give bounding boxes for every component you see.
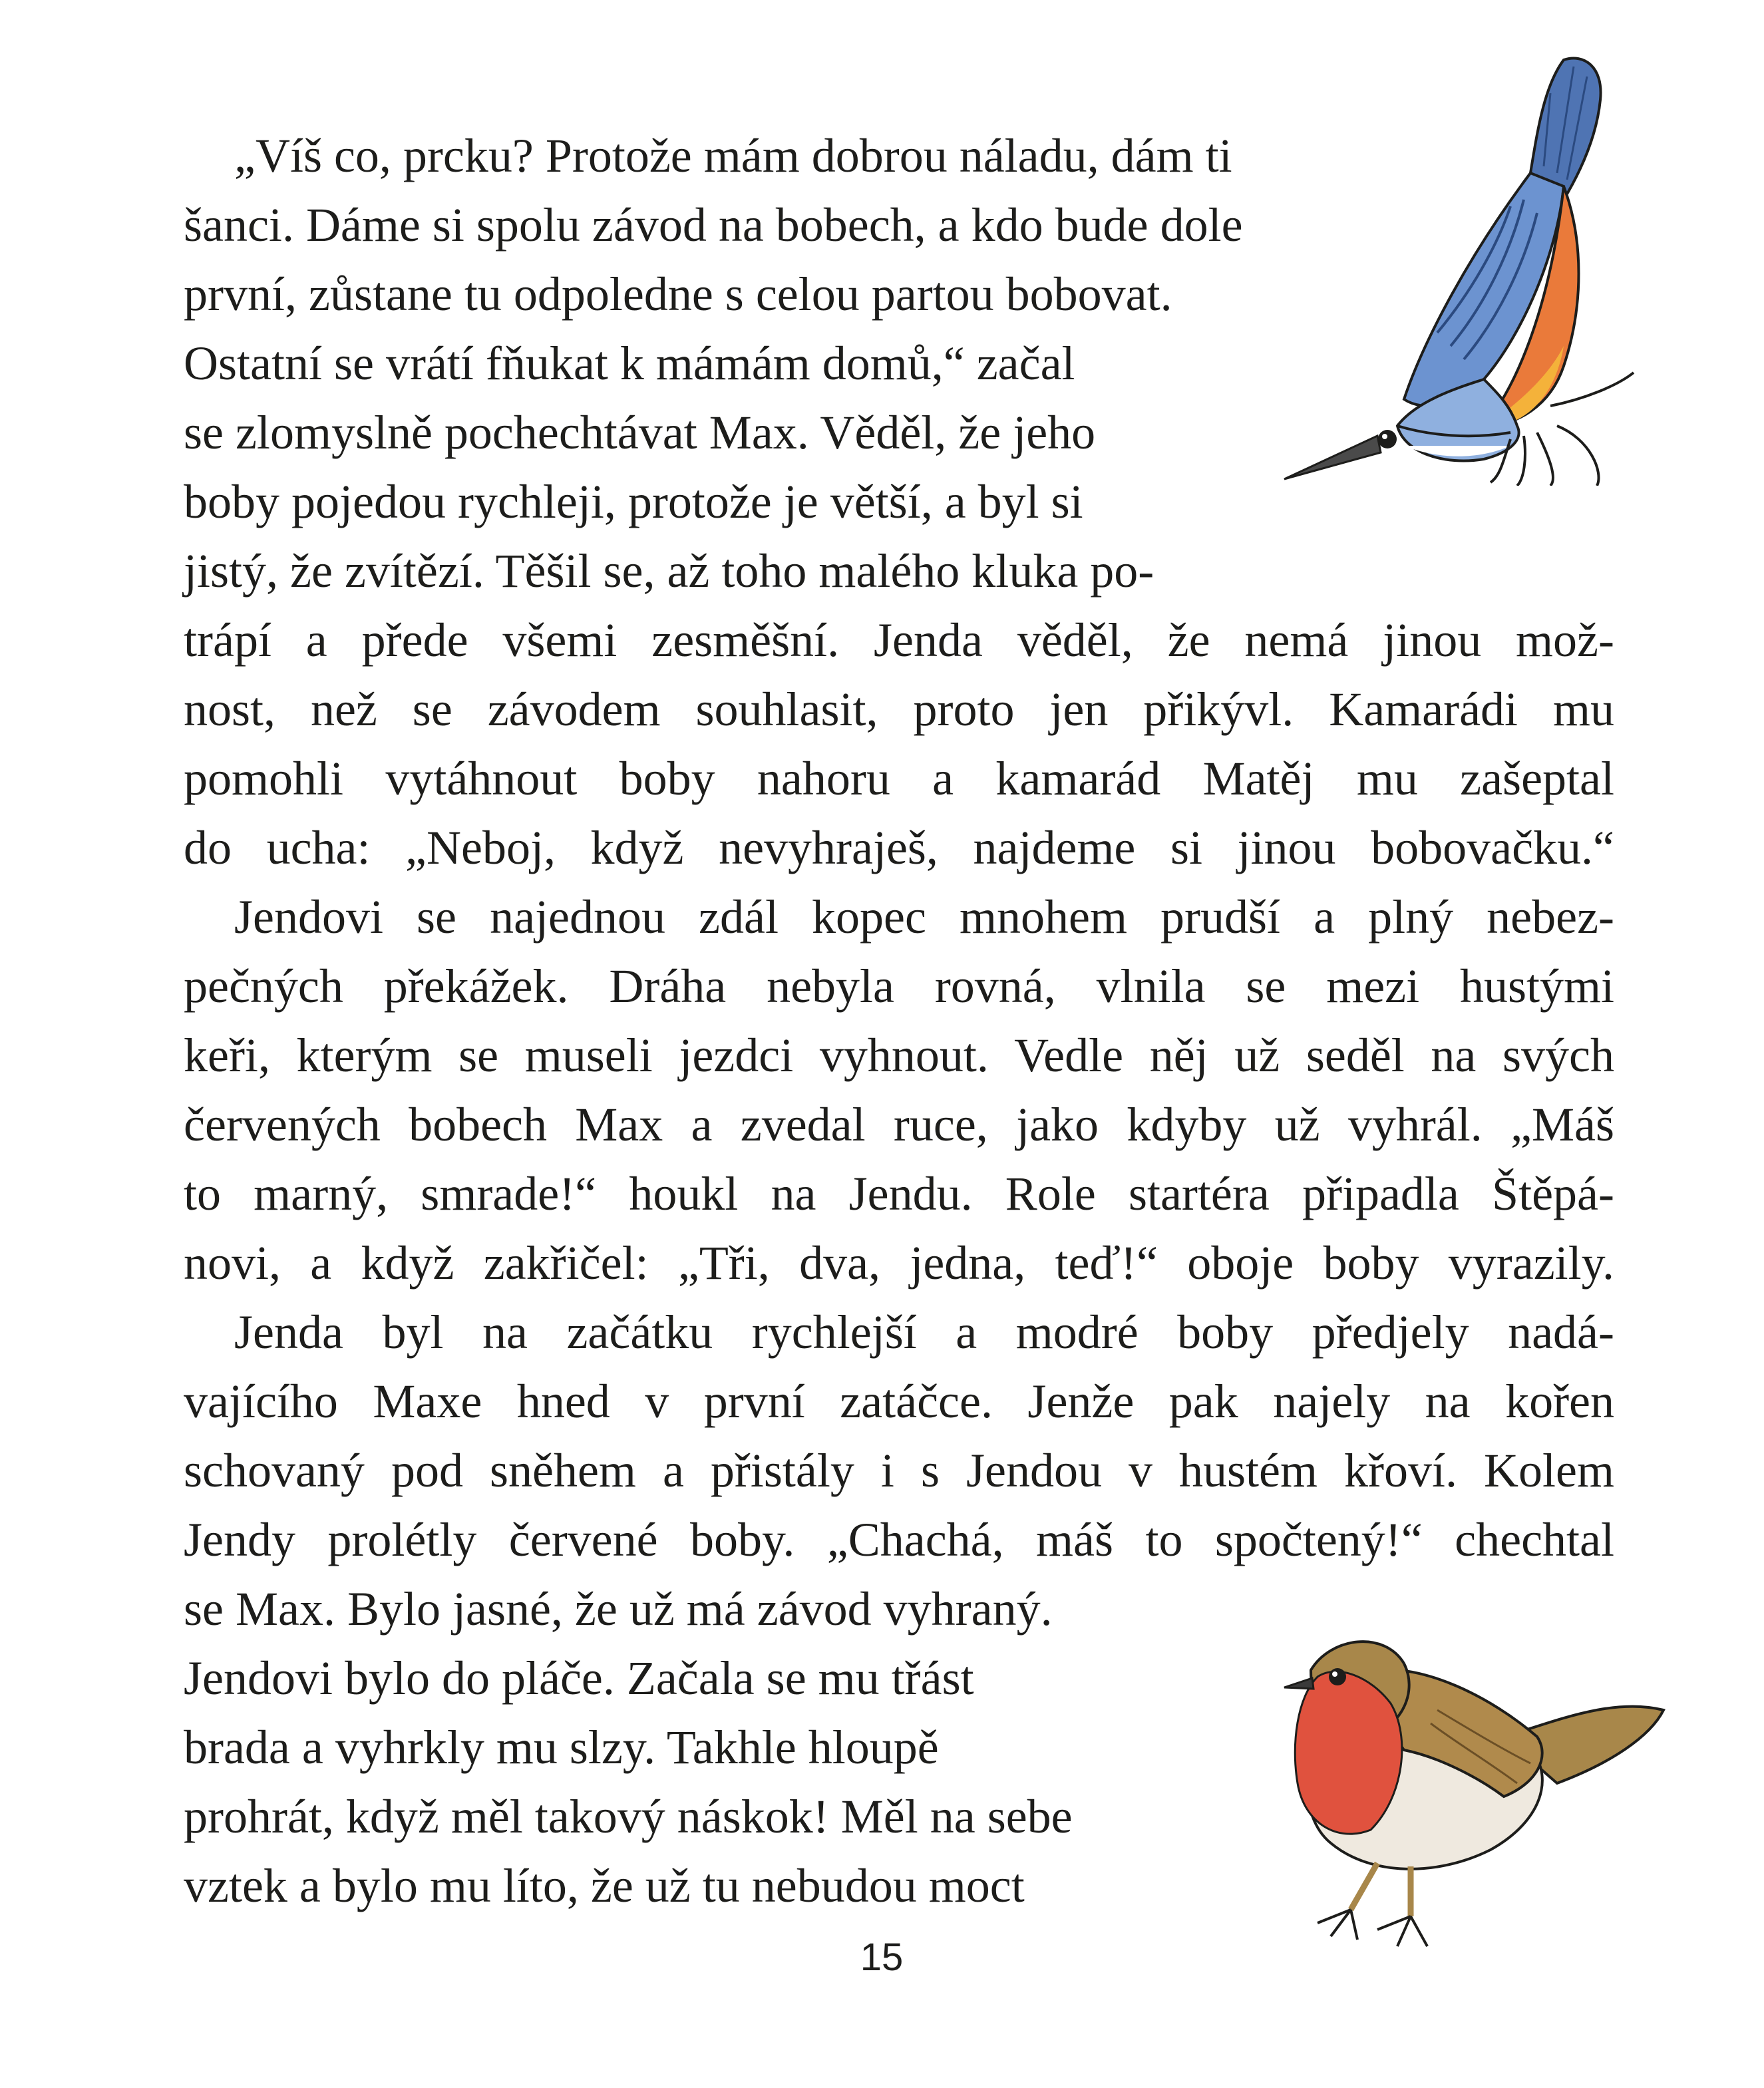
text-line-13: pečných překážek. Dráha nebyla rovná, vlnila se mezi hustými <box>184 959 1614 1013</box>
text-line-16: to marný, smrade!“ houkl na Jendu. Role startéra připadla Štěpá- <box>184 1167 1614 1220</box>
text-line-10: pomohli vytáhnout boby nahoru a kamarád Matěj mu zašeptal <box>184 752 1614 805</box>
text-line-8: trápí a přede všemi zesměšní. Jenda věděl, že nemá jinou mož- <box>184 613 1614 667</box>
text-line-12: Jendovi se najednou zdál kopec mnohem prudší a plný nebez- <box>234 890 1614 944</box>
text-line-7: jistý, že zvítězí. Těšil se, až toho malého kluka po- <box>184 544 1154 598</box>
text-line-19: vajícího Maxe hned v první zatáčce. Jenže pak najely na kořen <box>184 1375 1614 1428</box>
text-line-1: „Víš co, prcku? Protože mám dobrou náladu, dám ti <box>234 129 1232 182</box>
text-line-25: prohrát, když měl takový náskok! Měl na sebe <box>184 1790 1073 1843</box>
page-number: 15 <box>860 1936 904 1979</box>
text-line-14: keři, kterým se museli jezdci vyhnout. Vedle něj už seděl na svých <box>184 1029 1614 1082</box>
text-line-4: Ostatní se vrátí fňukat k mámám domů,“ začal <box>184 337 1075 390</box>
text-line-15: červených bobech Max a zvedal ruce, jako kdyby už vyhrál. „Máš <box>184 1098 1614 1151</box>
nuthatch-illustration <box>1271 53 1644 486</box>
text-line-3: první, zůstane tu odpoledne s celou partou bobovat. <box>184 267 1172 321</box>
text-line-2: šanci. Dáme si spolu závod na bobech, a kdo bude dole <box>184 198 1243 252</box>
text-line-22: se Max. Bylo jasné, že už má závod vyhraný. <box>184 1582 1053 1636</box>
text-line-20: schovaný pod sněhem a přistály i s Jendou v hustém křoví. Kolem <box>184 1444 1614 1497</box>
text-line-21: Jendy prolétly červené boby. „Chachá, máš to spočtený!“ chechtal <box>184 1513 1614 1566</box>
text-line-18: Jenda byl na začátku rychlejší a modré boby předjely nadá- <box>234 1305 1614 1359</box>
text-line-24: brada a vyhrkly mu slzy. Takhle hloupě <box>184 1721 939 1774</box>
text-line-6: boby pojedou rychleji, protože je větší, a byl si <box>184 475 1083 528</box>
robin-illustration <box>1238 1624 1677 1956</box>
text-line-26: vztek a bylo mu líto, že už tu nebudou moct <box>184 1859 1025 1912</box>
text-line-9: nost, než se závodem souhlasit, proto jen přikývl. Kamarádi mu <box>184 683 1614 736</box>
text-line-5: se zlomyslně pochechtávat Max. Věděl, že jeho <box>184 406 1096 459</box>
text-line-23: Jendovi bylo do pláče. Začala se mu třást <box>184 1652 974 1705</box>
text-line-11: do ucha: „Neboj, když nevyhraješ, najdeme si jinou bobovačku.“ <box>184 821 1614 874</box>
text-line-17: novi, a když zakřičel: „Tři, dva, jedna, teď!“ oboje boby vyrazily. <box>184 1236 1614 1290</box>
